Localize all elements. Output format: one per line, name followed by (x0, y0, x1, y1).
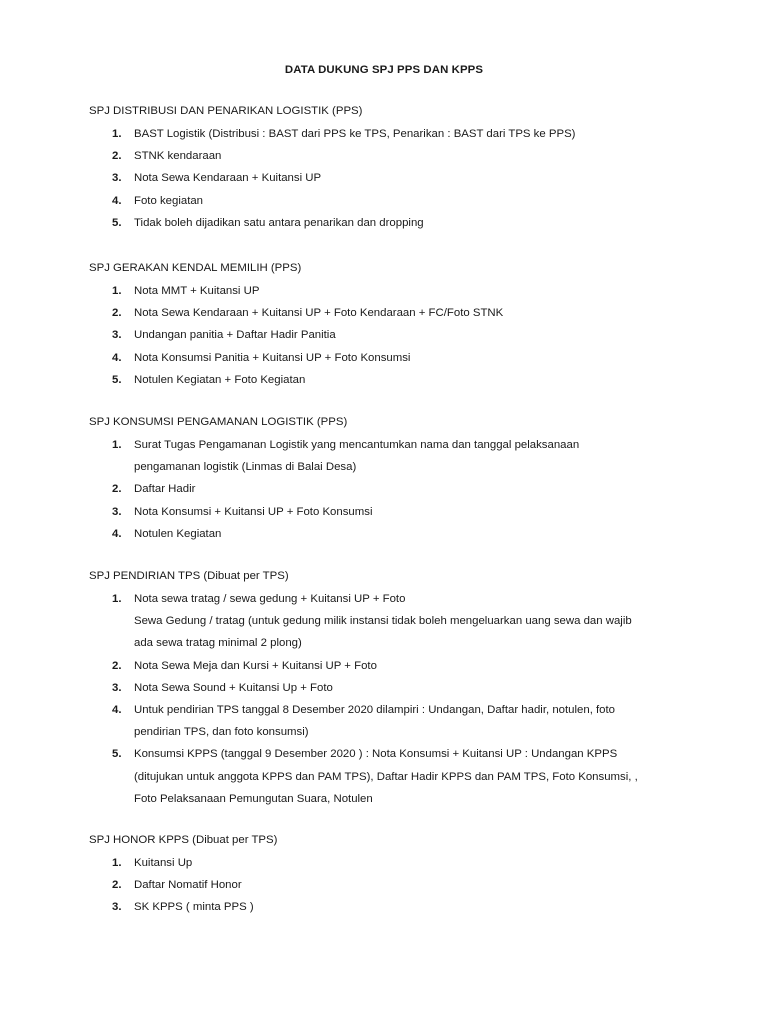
list-item-text: BAST Logistik (Distribusi : BAST dari PPS ke TPS, Penarikan : BAST dari TPS ke PPS) (134, 128, 576, 140)
list-item-number: 3. (112, 329, 122, 342)
list-item-text: Surat Tugas Pengamanan Logistik yang mencantumkan nama dan tanggal pelaksanaan (134, 439, 580, 451)
list-item-text: Nota Konsumsi Panitia + Kuitansi UP + Foto Konsumsi (134, 351, 411, 364)
list-item-text: ada sewa tratag minimal 2 plong) (134, 637, 302, 650)
list-item-text: Foto kegiatan (134, 194, 204, 207)
section-heading: SPJ KONSUMSI PENGAMANAN LOGISTIK (PPS) (89, 416, 348, 428)
list-item-number: 3. (112, 681, 122, 694)
list-item-text: Konsumsi KPPS (tanggal 9 Desember 2020 ) : Nota Konsumsi + Kuitansi UP : Undangan KPPS (134, 748, 618, 761)
list-item-number: 2. (112, 150, 122, 163)
section-heading: SPJ GERAKAN KENDAL MEMILIH (PPS) (89, 262, 302, 274)
list-item-text: STNK kendaraan (134, 150, 222, 163)
list-item-text: pengamanan logistik (Linmas di Balai Desa) (134, 461, 357, 474)
list-item-number: 2. (112, 659, 122, 672)
list-item-text: Sewa Gedung / tratag (untuk gedung milik instansi tidak boleh mengeluarkan uang sewa dan wajib (134, 615, 632, 628)
list-item-text: Undangan panitia + Daftar Hadir Panitia (134, 329, 336, 342)
list-item-number: 1. (112, 857, 122, 869)
list-item-text: Untuk pendirian TPS tanggal 8 Desember 2020 dilampiri : Undangan, Daftar hadir, notulen, foto (134, 704, 616, 716)
list-item-number: 2. (112, 483, 122, 496)
list-item-text: Daftar Nomatif Honor (134, 879, 242, 892)
list-item-number: 3. (112, 172, 122, 185)
list-item-number: 1. (112, 593, 122, 605)
list-item-number: 4. (112, 527, 122, 540)
list-item-number: 3. (112, 505, 122, 518)
list-item-text: Notulen Kegiatan (134, 527, 222, 540)
list-item-text: pendirian TPS, dan foto konsumsi) (134, 726, 309, 739)
list-item-number: 1. (112, 439, 122, 451)
list-item-text: Daftar Hadir (134, 483, 196, 496)
list-item-text: SK KPPS ( minta PPS ) (134, 901, 254, 914)
list-item-number: 1. (112, 285, 122, 297)
list-item-number: 4. (112, 351, 122, 364)
list-item-number: 5. (112, 748, 122, 761)
list-item-text: Notulen Kegiatan + Foto Kegiatan (134, 373, 306, 386)
section-heading: SPJ DISTRIBUSI DAN PENARIKAN LOGISTIK (PPS) (89, 105, 363, 117)
list-item-text: Nota sewa tratag / sewa gedung + Kuitansi UP + Foto (134, 593, 406, 605)
list-item-number: 3. (112, 901, 122, 914)
section-heading: SPJ PENDIRIAN TPS (Dibuat per TPS) (89, 570, 289, 582)
section-heading: SPJ HONOR KPPS (Dibuat per TPS) (89, 834, 278, 846)
list-item-number: 5. (112, 373, 122, 386)
document-title: DATA DUKUNG SPJ PPS DAN KPPS (284, 64, 484, 76)
list-item-number: 2. (112, 879, 122, 892)
list-item-text: Kuitansi Up (134, 857, 193, 869)
list-item-text: Tidak boleh dijadikan satu antara penarikan dan dropping (134, 216, 424, 229)
list-item-text: Foto Pelaksanaan Pemungutan Suara, Notulen (134, 792, 373, 805)
list-item-number: 2. (112, 307, 122, 320)
list-item-text: Nota Sewa Sound + Kuitansi Up + Foto (134, 681, 333, 694)
list-item-number: 1. (112, 128, 122, 140)
list-item-text: Nota Sewa Meja dan Kursi + Kuitansi UP + Foto (134, 659, 377, 672)
list-item-number: 4. (112, 704, 122, 716)
list-item-text: Nota Sewa Kendaraan + Kuitansi UP (134, 172, 322, 185)
list-item-text: Nota Sewa Kendaraan + Kuitansi UP + Foto Kendaraan + FC/Foto STNK (134, 307, 504, 320)
list-item-number: 5. (112, 216, 122, 229)
list-item-text: (ditujukan untuk anggota KPPS dan PAM TPS), Daftar Hadir KPPS dan PAM TPS, Foto Konsumsi, , (134, 770, 638, 783)
list-item-text: Nota MMT + Kuitansi UP (134, 285, 260, 297)
list-item-text: Nota Konsumsi + Kuitansi UP + Foto Konsumsi (134, 505, 373, 518)
list-item-number: 4. (112, 194, 122, 207)
